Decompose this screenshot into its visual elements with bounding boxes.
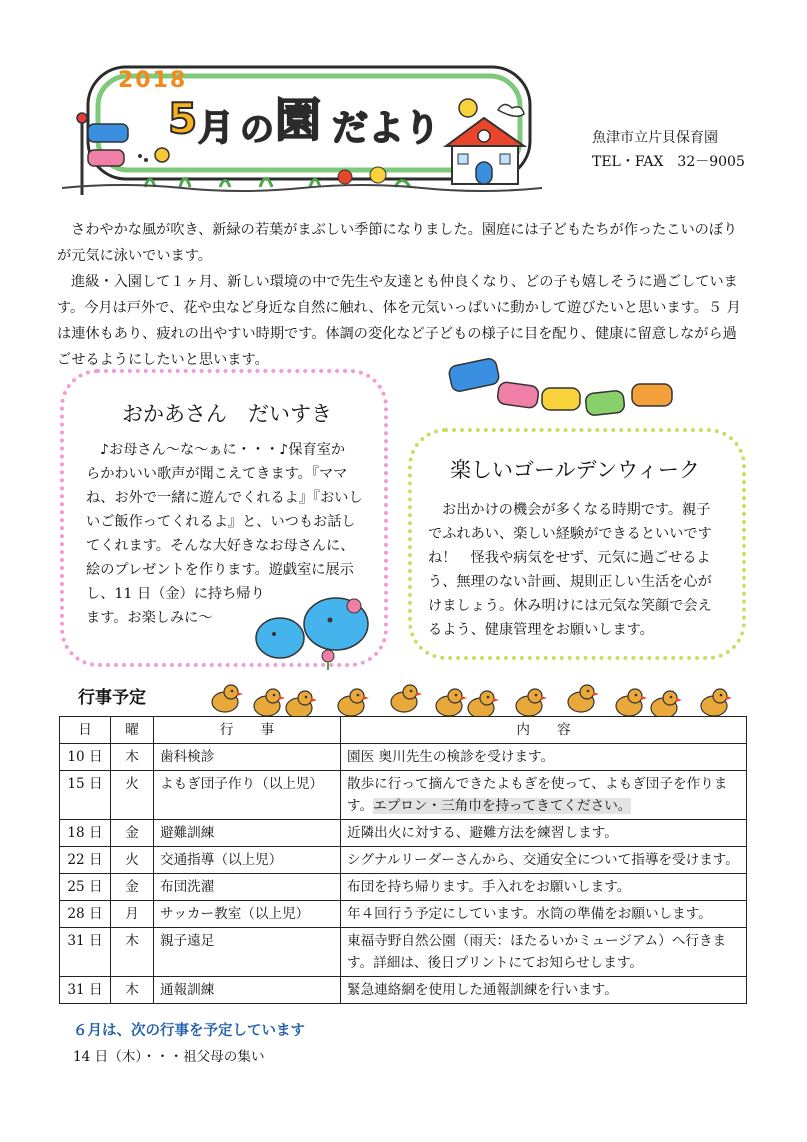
header-year: 2018 xyxy=(118,68,188,93)
golden-week-line: でふれあい、楽しい経験ができるといいです xyxy=(428,526,712,542)
cell-dow: 木 xyxy=(111,744,154,771)
cell-dow: 金 xyxy=(111,874,154,901)
table-row xyxy=(60,901,747,928)
golden-week-line: う、無理のない計画、規則正しい生活を心が xyxy=(428,574,712,590)
table-row xyxy=(60,874,747,901)
mother-section-title: おかあさん だいすき xyxy=(122,402,332,426)
cell-dow: 木 xyxy=(111,977,154,1004)
schedule-table xyxy=(59,716,747,1004)
cell-detail: 園医 奥川先生の検診を受けます。 xyxy=(341,744,747,771)
cell-event: 避難訓練 xyxy=(154,820,341,847)
cell-dow: 火 xyxy=(111,771,154,820)
cell-event: 親子遠足 xyxy=(154,928,341,977)
table-row xyxy=(60,820,747,847)
mother-line: ます。お楽しみに～ xyxy=(86,610,213,626)
table-row xyxy=(60,771,747,820)
cell-event: 交通指導（以上児） xyxy=(154,847,341,874)
mother-line: らかわいい歌声が聞こえてきます。『ママ xyxy=(86,466,348,482)
cell-event: よもぎ団子作り（以上児） xyxy=(154,771,341,820)
cell-day: 31 日 xyxy=(60,977,111,1004)
table-row xyxy=(60,928,747,977)
golden-week-line: お出かけの機会が多くなる時期です。親子 xyxy=(442,502,711,518)
cell-detail: 緊急連絡網を使用した通報訓練を行います。 xyxy=(341,977,747,1004)
cell-detail: 東福寺野自然公園（雨天：ほたるいかミュージアム）へ行きます。詳細は、後日プリントにてお知らせします。 xyxy=(341,928,747,977)
org-tel: TEL・FAX 32－9005 xyxy=(592,154,745,170)
mother-line: し、11 日（金）に持ち帰り xyxy=(86,586,265,602)
cell-detail: シグナルリーダーさんから、交通安全について指導を受けます。 xyxy=(341,847,747,874)
koinobori-icon xyxy=(446,358,686,424)
mother-line: ♪お母さん～な～ぁに・・・♪保育室か xyxy=(100,442,346,458)
cell-detail: 布団を持ち帰ります。手入れをお願いします。 xyxy=(341,874,747,901)
school-icon xyxy=(436,96,536,188)
cell-event: サッカー教室（以上児） xyxy=(154,901,341,928)
golden-week-section-text xyxy=(428,498,733,642)
intro-text xyxy=(57,217,747,373)
golden-week-section-title: 楽しいゴールデンウィーク xyxy=(450,458,700,482)
cell-day: 28 日 xyxy=(60,901,111,928)
header-dow: 曜 xyxy=(111,717,154,744)
header-title-month: 月 xyxy=(198,108,235,149)
schedule-title: 行事予定 xyxy=(78,688,146,708)
mother-line: いご飯作ってくれるよ』と、いつもお話し xyxy=(86,514,356,530)
table-row xyxy=(60,977,747,1004)
intro-paragraph-2: 進級・入園して１ヶ月、新しい環境の中で先生や友達とも仲良くなり、どの子も嬉しそうに過ごしています。今月は戸外で、花や虫など身近な自然に触れ、体を元気いっぱいに動かして遊びたいと思います。５ 月は連休もあり、疲れの出やすい時期です。体調の変化など子どもの様子に目を配り、健康に留意しながら過ごせるようにしたいと思います。 xyxy=(57,274,741,368)
cell-detail xyxy=(341,771,747,820)
cell-day: 15 日 xyxy=(60,771,111,820)
golden-week-line: るよう、健康管理をお願いします。 xyxy=(428,622,654,638)
header-title-no: の xyxy=(240,110,274,150)
cell-event: 通報訓練 xyxy=(154,977,341,1004)
elephant-icon xyxy=(252,594,387,670)
june-title: ６月は、次の行事を予定しています xyxy=(73,1023,305,1039)
intro-paragraph-1: さわやかな風が吹き、新緑の若葉がまぶしい季節になりました。園庭には子どもたちが作ったこいのぼりが元気に泳いでいます。 xyxy=(57,222,738,264)
header-title-dayori: だより xyxy=(332,108,441,149)
table-header-row xyxy=(60,717,747,744)
june-item: 14 日（木）・・・祖父母の集い xyxy=(73,1049,265,1065)
cell-event: 歯科検診 xyxy=(154,744,341,771)
mother-line: ね、お外で一緒に遊んでくれるよ』『おいし xyxy=(86,490,363,506)
cell-day: 25 日 xyxy=(60,874,111,901)
mother-line: てくれます。そんな大好きなお母さんに、 xyxy=(86,538,355,554)
cell-day: 18 日 xyxy=(60,820,111,847)
golden-week-line: ね！ 怪我や病気をせず、元気に過ごせるよ xyxy=(428,550,711,566)
header-title-number: 5 xyxy=(168,94,198,143)
table-row xyxy=(60,847,747,874)
header-title-en: 園 xyxy=(275,93,321,147)
flower-icon xyxy=(322,650,334,662)
cell-dow: 火 xyxy=(111,847,154,874)
header-event: 行 事 xyxy=(154,717,341,744)
cell-dow: 金 xyxy=(111,820,154,847)
cell-detail: 年４回行う予定にしています。水筒の準備をお願いします。 xyxy=(341,901,747,928)
cell-event: 布団洗濯 xyxy=(154,874,341,901)
header-day: 日 xyxy=(60,717,111,744)
cell-detail: 近隣出火に対する、避難方法を練習します。 xyxy=(341,820,747,847)
cell-dow: 月 xyxy=(111,901,154,928)
cell-detail-text: 散歩に行って摘んできたよもぎを使って、よもぎ団子を作ります。 xyxy=(347,776,728,814)
cell-dow: 木 xyxy=(111,928,154,977)
org-name: 魚津市立片貝保育園 xyxy=(592,130,718,146)
cell-day: 10 日 xyxy=(60,744,111,771)
table-row xyxy=(60,744,747,771)
duck-row-icon xyxy=(205,678,750,716)
cell-day: 31 日 xyxy=(60,928,111,977)
cell-detail-highlight: エプロン・三角巾を持ってきてください。 xyxy=(373,798,632,814)
golden-week-line: けましょう。休み明けには元気な笑顔で会え xyxy=(428,598,712,614)
cell-day: 22 日 xyxy=(60,847,111,874)
mother-line: 絵のプレゼントを作ります。遊戯室に展示 xyxy=(86,562,354,578)
header-detail: 内 容 xyxy=(341,717,747,744)
